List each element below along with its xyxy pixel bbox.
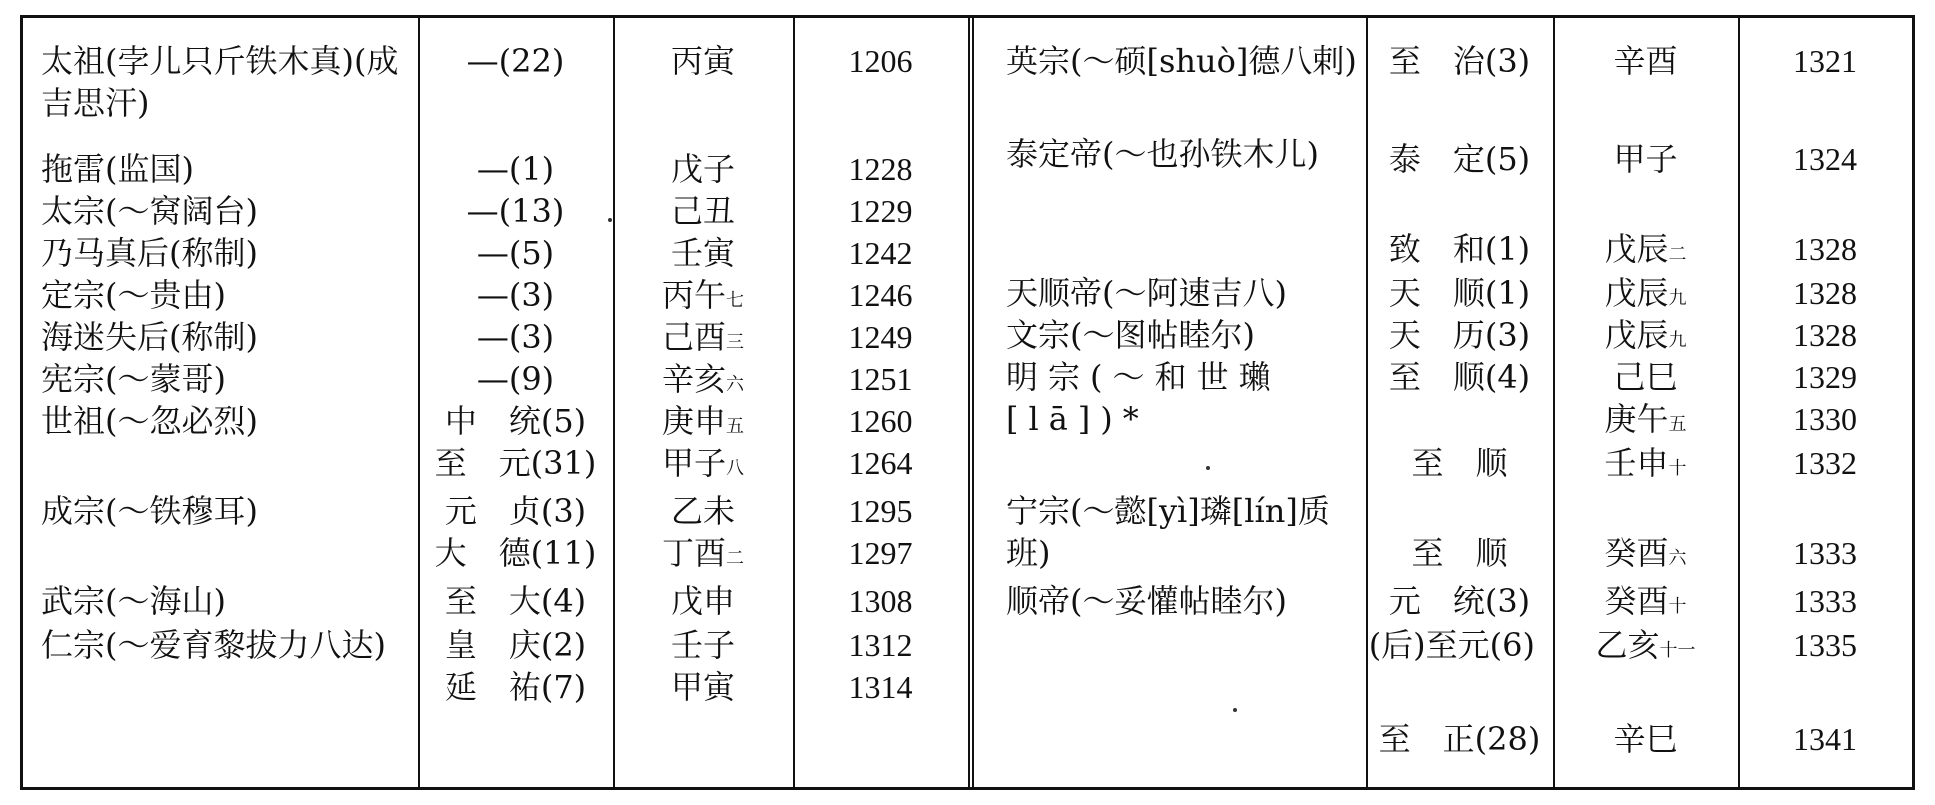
ganzhi-text: 癸酉 bbox=[1604, 534, 1669, 572]
emperor-name: 宁宗(～懿[yì]璘[lín]质班) bbox=[1006, 492, 1330, 572]
ganzhi bbox=[613, 232, 793, 274]
month-note: 八 bbox=[726, 458, 744, 479]
ganzhi-text: 丙寅 bbox=[670, 42, 735, 80]
month-note: 十 bbox=[1668, 458, 1687, 479]
ganzhi-text: 癸酉 bbox=[1604, 582, 1669, 620]
reign-table bbox=[20, 15, 1915, 790]
ganzhi bbox=[1553, 442, 1738, 490]
era-name: 至 顺(4) bbox=[1388, 358, 1531, 396]
era-name: 至 顺 bbox=[1411, 534, 1508, 572]
year: 1333 bbox=[1793, 583, 1857, 619]
era-name: 至 元(31) bbox=[434, 444, 597, 482]
era-name: 泰 定(5) bbox=[1388, 140, 1531, 178]
month-note: 二 bbox=[726, 548, 744, 569]
emperor-name: 英宗(～硕[shuò]德八剌) bbox=[1006, 42, 1357, 80]
rule bbox=[1366, 18, 1368, 787]
ganzhi-text: 甲子 bbox=[661, 444, 726, 482]
ganzhi-text: 壬寅 bbox=[670, 234, 735, 272]
year: 1264 bbox=[848, 445, 913, 481]
ganzhi-text: 己巳 bbox=[1613, 358, 1678, 396]
emperor-name: 泰定帝(～也孙铁木儿) bbox=[1006, 135, 1319, 173]
ganzhi-text: 壬子 bbox=[670, 626, 735, 664]
month-note: 三 bbox=[726, 332, 744, 353]
year: 1249 bbox=[848, 319, 913, 355]
era-name: 至 大(4) bbox=[444, 582, 587, 620]
year: 1314 bbox=[848, 669, 913, 705]
year: 1341 bbox=[1793, 721, 1857, 757]
ganzhi-text: 戊子 bbox=[670, 150, 735, 188]
emperor-name: 定宗(～贵由) bbox=[41, 276, 226, 314]
era-name: 致 和(1) bbox=[1388, 230, 1531, 268]
ganzhi bbox=[1553, 272, 1738, 320]
era-name: —(3) bbox=[476, 318, 555, 356]
year: 1332 bbox=[1793, 445, 1857, 481]
year: 1335 bbox=[1793, 627, 1857, 663]
year: 1328 bbox=[1793, 275, 1857, 311]
year: 1328 bbox=[1793, 317, 1857, 353]
emperor-name: 乃马真后(称制) bbox=[41, 234, 258, 272]
year: 1295 bbox=[848, 493, 913, 529]
ganzhi bbox=[1553, 398, 1738, 446]
year: 1333 bbox=[1793, 535, 1857, 571]
ganzhi-text: 戊辰 bbox=[1604, 274, 1669, 312]
ganzhi bbox=[613, 490, 793, 532]
ganzhi bbox=[1553, 580, 1738, 628]
ganzhi bbox=[1553, 228, 1738, 276]
month-note: 六 bbox=[1668, 548, 1687, 569]
ganzhi bbox=[613, 624, 793, 666]
ganzhi-text: 甲寅 bbox=[670, 668, 735, 706]
ganzhi bbox=[1553, 356, 1738, 398]
ganzhi-text: 己酉 bbox=[661, 318, 726, 356]
emperor-name: 武宗(～海山) bbox=[41, 582, 226, 620]
emperor-name: 天顺帝(～阿速吉八) bbox=[1006, 274, 1287, 312]
year: 1330 bbox=[1793, 401, 1857, 437]
era-name: 元 贞(3) bbox=[444, 492, 587, 530]
month-note: 九 bbox=[1668, 330, 1687, 351]
era-name: —(22) bbox=[466, 42, 565, 80]
ganzhi-text: 丁酉 bbox=[661, 534, 726, 572]
ganzhi bbox=[613, 190, 793, 232]
era-name: 至 治(3) bbox=[1388, 42, 1531, 80]
year: 1246 bbox=[848, 277, 913, 313]
ganzhi bbox=[1553, 718, 1738, 760]
emperor-name: 世祖(～忽必烈) bbox=[41, 402, 258, 440]
ganzhi bbox=[613, 274, 793, 322]
year: 1328 bbox=[1793, 231, 1857, 267]
ganzhi-text: 辛亥 bbox=[661, 360, 726, 398]
year: 1228 bbox=[848, 151, 913, 187]
ganzhi-text: 乙亥 bbox=[1595, 626, 1660, 664]
year: 1321 bbox=[1793, 43, 1857, 79]
year: 1324 bbox=[1793, 141, 1857, 177]
month-note: 六 bbox=[726, 374, 744, 395]
month-note: 十 bbox=[1668, 596, 1687, 617]
era-name: 皇 庆(2) bbox=[444, 626, 587, 664]
ganzhi-text: 壬申 bbox=[1604, 444, 1669, 482]
era-name: 至 正(28) bbox=[1378, 720, 1541, 758]
month-note: 九 bbox=[1668, 288, 1687, 309]
emperor-name: 太祖(孛儿只斤铁木真)(成吉思汗) bbox=[41, 42, 399, 122]
ganzhi bbox=[613, 40, 793, 82]
ganzhi-text: 丙午 bbox=[661, 276, 726, 314]
center-double-rule bbox=[968, 18, 974, 787]
emperor-name: 明宗(～和世瓎[lā])* bbox=[1006, 358, 1281, 438]
emperor-name: 拖雷(监国) bbox=[41, 150, 194, 188]
ganzhi-text: 辛酉 bbox=[1613, 42, 1678, 80]
era-name: 元 统(3) bbox=[1388, 582, 1531, 620]
emperor-name: 成宗(～铁穆耳) bbox=[41, 492, 258, 530]
era-name: 中 统(5) bbox=[444, 402, 587, 440]
month-note: 五 bbox=[1668, 414, 1687, 435]
year: 1260 bbox=[848, 403, 913, 439]
ganzhi-text: 甲子 bbox=[1613, 140, 1678, 178]
emperor-name: 宪宗(～蒙哥) bbox=[41, 360, 226, 398]
era-name: 至 顺 bbox=[1411, 444, 1508, 482]
month-note: 二 bbox=[1668, 244, 1687, 265]
ganzhi-text: 己丑 bbox=[670, 192, 735, 230]
era-name: 天 顺(1) bbox=[1388, 274, 1531, 312]
emperor-name: 海迷失后(称制) bbox=[41, 318, 258, 356]
scan-speck bbox=[1233, 708, 1237, 712]
scan-speck bbox=[608, 218, 612, 222]
year: 1329 bbox=[1793, 359, 1857, 395]
year: 1297 bbox=[848, 535, 913, 571]
emperor-name: 顺帝(～妥懽帖睦尔) bbox=[1006, 582, 1287, 620]
ganzhi bbox=[613, 666, 793, 708]
year: 1206 bbox=[848, 43, 913, 79]
year: 1308 bbox=[848, 583, 913, 619]
ganzhi-text: 庚午 bbox=[1604, 400, 1669, 438]
ganzhi bbox=[613, 442, 793, 490]
era-name: —(3) bbox=[476, 276, 555, 314]
ganzhi-text: 戊申 bbox=[670, 582, 735, 620]
emperor-name: 文宗(～图帖睦尔) bbox=[1006, 316, 1255, 354]
month-note: 十一 bbox=[1659, 640, 1696, 661]
ganzhi-text: 戊辰 bbox=[1604, 230, 1669, 268]
ganzhi-text: 辛巳 bbox=[1613, 720, 1678, 758]
ganzhi-text: 庚申 bbox=[661, 402, 726, 440]
ganzhi-text: 乙未 bbox=[670, 492, 735, 530]
month-note: 五 bbox=[726, 416, 744, 437]
era-name: —(9) bbox=[476, 360, 555, 398]
ganzhi bbox=[613, 532, 793, 580]
era-name: —(5) bbox=[476, 234, 555, 272]
era-name: —(1) bbox=[476, 150, 555, 188]
ganzhi bbox=[613, 358, 793, 406]
ganzhi bbox=[613, 148, 793, 190]
year: 1229 bbox=[848, 193, 913, 229]
ganzhi bbox=[613, 316, 793, 364]
ganzhi bbox=[613, 580, 793, 622]
emperor-name: 太宗(～窝阔台) bbox=[41, 192, 258, 230]
year: 1251 bbox=[848, 361, 913, 397]
era-name: 大 德(11) bbox=[434, 534, 597, 572]
era-name: —(13) bbox=[466, 192, 565, 230]
year: 1312 bbox=[848, 627, 913, 663]
ganzhi bbox=[1553, 314, 1738, 362]
ganzhi bbox=[1553, 624, 1738, 672]
ganzhi-text: 戊辰 bbox=[1604, 316, 1669, 354]
ganzhi bbox=[613, 400, 793, 448]
month-note: 七 bbox=[726, 290, 744, 311]
ganzhi bbox=[1553, 532, 1738, 580]
scan-speck bbox=[1206, 466, 1210, 470]
era-name: 天 历(3) bbox=[1388, 316, 1531, 354]
era-name: (后)至元(6) bbox=[1368, 626, 1535, 664]
ganzhi bbox=[1553, 138, 1738, 180]
ganzhi bbox=[1553, 40, 1738, 82]
emperor-name: 仁宗(～爱育黎拔力八达) bbox=[41, 626, 386, 664]
year: 1242 bbox=[848, 235, 913, 271]
era-name: 延 祐(7) bbox=[444, 668, 587, 706]
